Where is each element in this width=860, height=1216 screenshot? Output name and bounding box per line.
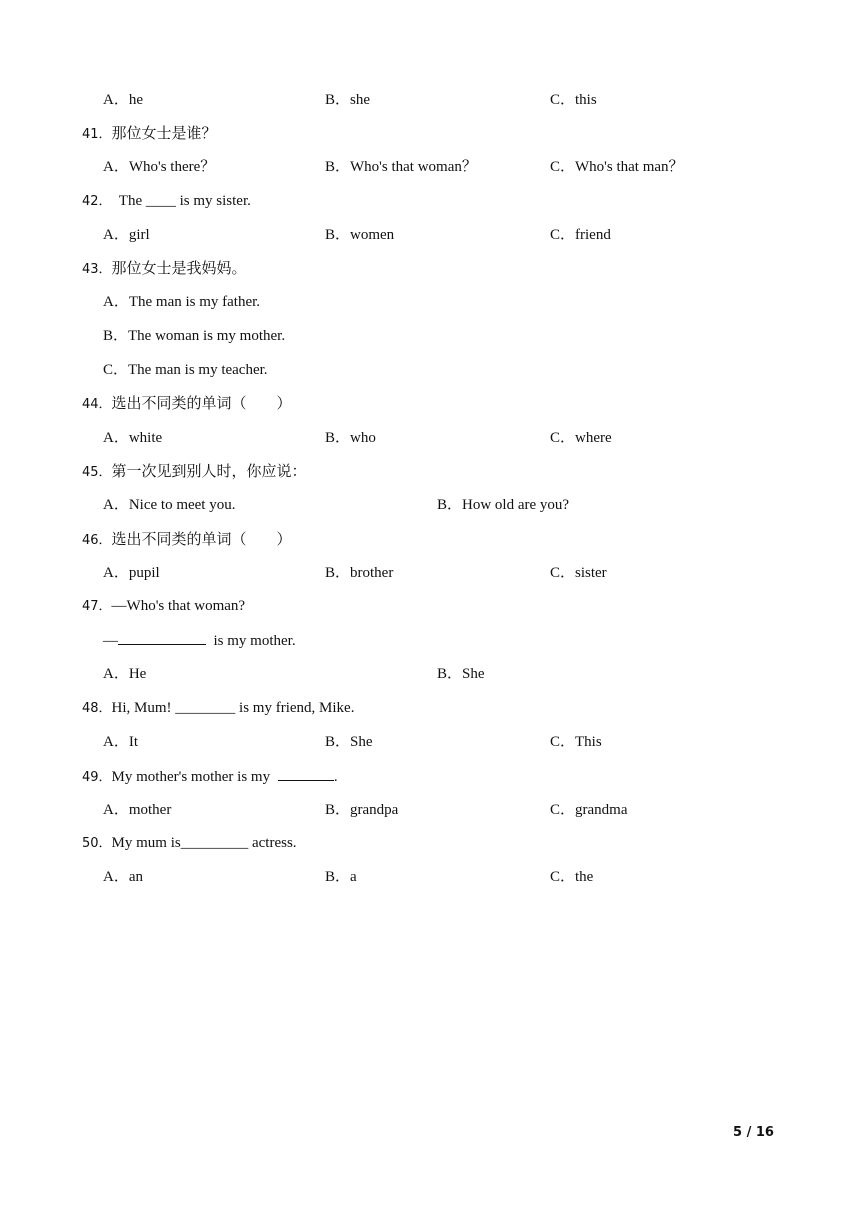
q49-option-b: B．grandpa: [325, 802, 399, 818]
q48-option-a: A．It: [103, 734, 138, 750]
question-number: 49．: [82, 770, 112, 785]
question-46: [82, 529, 292, 551]
q42-option-c: C．friend: [550, 227, 611, 243]
question-text: —Who's that woman?: [111, 598, 246, 614]
question-text-post: .: [333, 769, 338, 785]
q49-option-c: C．grandma: [550, 802, 628, 818]
q40-option-b: B．she: [325, 92, 371, 108]
question-text-pre: Hi, Mum!: [111, 700, 176, 716]
reply-text: is my mother.: [206, 633, 296, 649]
question-text-pre: My mum is: [111, 835, 181, 851]
question-text-post: is my friend, Mike.: [235, 700, 355, 716]
answer-blank: [278, 766, 334, 781]
question-number: 46．: [82, 533, 112, 548]
q48-option-c: C．This: [550, 734, 602, 750]
question-number: 50．: [82, 836, 112, 851]
q50-option-a: A．an: [103, 869, 143, 885]
question-43: [82, 258, 247, 280]
q47-reply-line: [103, 630, 296, 651]
answer-blank: _________: [180, 835, 249, 851]
question-number: 41．: [82, 127, 112, 142]
question-text-post: actress.: [248, 835, 297, 851]
question-text-pre: My mother's mother is my: [111, 769, 274, 785]
q43-option-b: B．The woman is my mother.: [103, 328, 286, 344]
q42-option-b: B．women: [325, 227, 395, 243]
q43-option-a: A．The man is my father.: [103, 294, 261, 310]
q47-option-a: A．He: [103, 666, 147, 682]
question-41: [82, 123, 217, 145]
q40-option-c: C．this: [550, 92, 597, 108]
q44-option-c: C．where: [550, 430, 612, 446]
question-45: [82, 461, 307, 483]
answer-blank: ____: [145, 193, 176, 209]
q46-option-a: A．pupil: [103, 565, 160, 581]
reply-dash: —: [103, 633, 118, 649]
question-number: 44．: [82, 397, 112, 412]
q42-option-a: A．girl: [103, 227, 150, 243]
q50-option-c: C．the: [550, 869, 594, 885]
q41-option-c: C．Who's that man？: [550, 159, 684, 175]
question-text-pre: The: [111, 193, 146, 209]
q48-option-b: B．She: [325, 734, 373, 750]
q41-option-a: A．Who's there？: [103, 159, 216, 175]
question-number: 47．: [82, 599, 112, 614]
question-44: [82, 393, 292, 415]
q45-option-b: B．How old are you?: [437, 497, 570, 513]
q43-option-c: C．The man is my teacher.: [103, 362, 268, 378]
q46-option-c: C．sister: [550, 565, 607, 581]
page-number: 5 / 16: [733, 1125, 774, 1140]
question-text-post: is my sister.: [175, 193, 251, 209]
question-text: 第一次见到别人时，你应说：: [111, 462, 307, 480]
q47-option-b: B．She: [437, 666, 485, 682]
question-48: [82, 698, 354, 719]
question-text: 选出不同类的单词（ ）: [111, 394, 292, 412]
answer-blank: [118, 630, 206, 645]
answer-blank: ________: [175, 700, 236, 716]
q45-option-a: A．Nice to meet you.: [103, 497, 236, 513]
question-text: 选出不同类的单词（ ）: [111, 530, 292, 548]
question-47: [82, 596, 245, 617]
question-50: [82, 833, 297, 854]
q44-option-b: B．who: [325, 430, 376, 446]
q41-option-b: B．Who's that woman？: [325, 159, 477, 175]
q49-option-a: A．mother: [103, 802, 172, 818]
q44-option-a: A．white: [103, 430, 163, 446]
question-42: [82, 191, 251, 212]
q46-option-b: B．brother: [325, 565, 394, 581]
question-text: 那位女士是我妈妈。: [111, 259, 247, 277]
question-number: 48．: [82, 701, 112, 716]
question-number: 45．: [82, 465, 112, 480]
question-text: 那位女士是谁？: [111, 124, 217, 142]
question-number: 43．: [82, 262, 112, 277]
question-number: 42．: [82, 194, 112, 209]
q40-option-a: A．he: [103, 92, 143, 108]
question-49: [82, 766, 338, 788]
q50-option-b: B．a: [325, 869, 357, 885]
